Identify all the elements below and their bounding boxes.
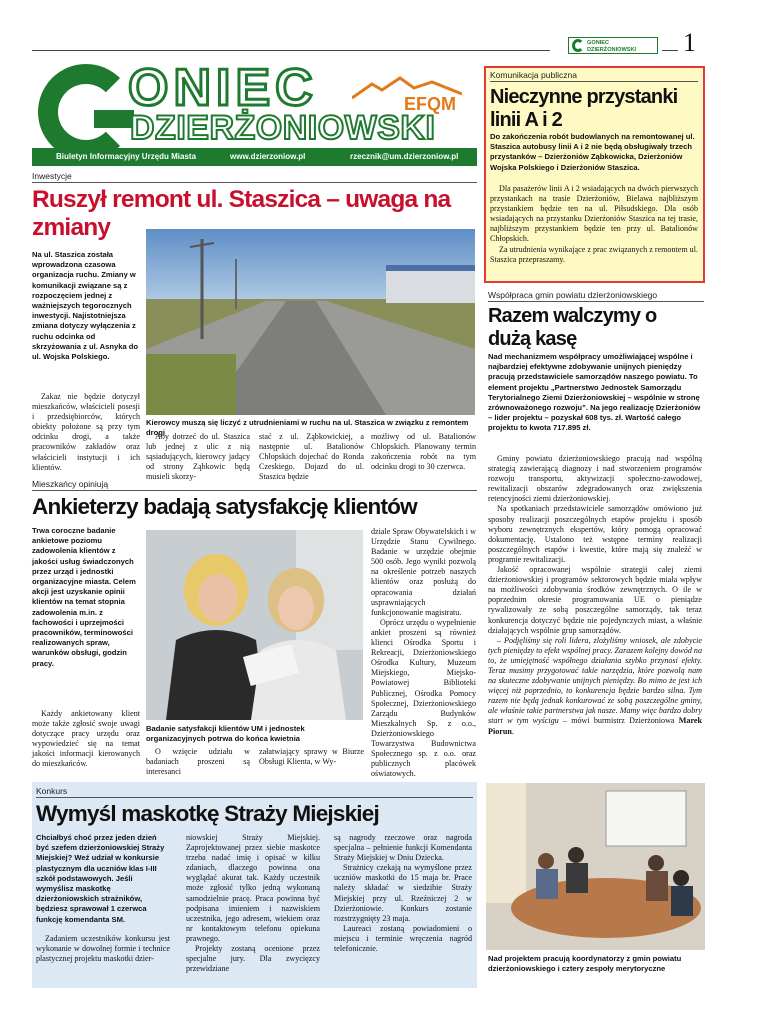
page-number: 1 (683, 28, 696, 57)
article-2-col4b-text: Oprócz urzędu o wypełnienie ankiet proszeni są również klienci Ośrodka Sportu i Rekreacji, Dzierżoniowskiego Ośrodka Kultury, Muzeum Miejskiego, Miejsko-Powiatowej Biblioteki Publicznej, Ośrodka Pomocy Społecznej, Dzierżoniowskiego Zarządu Budynków Mieszkalnych Sp. z o.o., Dzierżoniowskiego Towarzystwa Budownictwa Społecznego sp. z o.o. oraz publicznych placówek oświatowych. (371, 617, 476, 779)
article-3-title: Wymyśl maskotkę Straży Miejskiej (36, 801, 379, 826)
article-3-col2 (186, 833, 320, 974)
article-3-lead: Chciałbyś choć przez jeden dzień być szefem dzierżoniowskiej Straży Miejskiej? Weź udział w konkursie plastycznym dla uczniów klas I-III szkół podstawowych. Jeśli wymyślisz maskotkę dzierżoniowskich strażników, będziesz sprawował 1 czerwca funkcję komendanta SM. (36, 833, 165, 924)
article-4-p2: Na spotkaniach przedstawiciele samorządów omówiono już sposoby realizacji poszczególnych etapów projektu i sposób wyboru zewnętrznych ekspertów, który pomogą opracować dokumentację. Ustalono też wstępne terminy realizacji poszczególnych etapów i kwestie, które mają się znaleźć w programie rewitalizacji. (488, 504, 702, 564)
article-4-p1: Gminy powiatu dzierżoniowskiego pracują nad wspólną strategią zawierającą diagnozy i nad stworzeniem programów rozwoju transportu, aktywizacji społeczno-zawodowej, rewitalizacji obszarów zdegradowanych oraz zwiększenia retencyjności ziemi dzierżoniowskiej. (488, 454, 702, 504)
article-1-col4-text: możliwy od ul. Batalionów Chłopskich. Planowany termin zakończenia robót na tym odcinku drogi to 30 czerwca. (371, 432, 476, 472)
logo-sub-right: rzecznik@um.dzierzoniow.pl (350, 152, 459, 161)
logo-brand-efqm: EFQM (404, 94, 456, 114)
article-1-col1-text: Zakaz nie będzie dotyczył mieszkańców, właścicieli posesji i przedsiębiorców, których obiekty położone są przy tym odcinku drogi, a także pracowników zakładów oraz właścicieli instytucji i ich klientów. (32, 392, 140, 472)
logo-top-text: ONIEC (128, 59, 318, 117)
meeting-photo (486, 783, 705, 950)
article-2-title: Ankieterzy badają satysfakcję klientów (32, 494, 417, 519)
article-2-col2-text: O wzięcie udziału w badaniach proszeni są interesanci (146, 747, 250, 777)
mini-logo-text: GONIEC DZIERŻONIOWSKI (587, 40, 637, 53)
article-1-tag-rule (32, 182, 477, 183)
meeting-photo-caption: Nad projektem pracują koordynatorzy z gmin powiatu dzierżoniowskiego i cztery zespoły merytoryczne (488, 954, 682, 973)
article-2-col1-text: Każdy ankietowany klient może także zgłosić swoje uwagi dotyczące pracy urzędu oraz wypowiedzieć się na temat jakości informacji kierowanych do mieszkańców. (32, 709, 140, 769)
article-4-quote-para: – Podjęliśmy się roli lidera, zlożyliśmy wniosek, ale zdobycie tych pieniędzy to efekt wspólnej pracy. Zarazem kolejny dowód na to, że umiejętność współnego działania szybko przynosi efekty. Teraz musimy przygotować takie narzędzia, które pozwolą nam na skuteczne zdobywanie unijnych pieniędzy. Bo mimo że jest ich więcej niż poprzednio, to konkurencja będzie bardzo silna. Tym razem nie będą jednak konkurować ze sobą poszczególne gminy, ale właśnie takie partnerstwa jak nasze. Mamy więc bardzo dobry start w tym wyścigu – mówi burmistrz Dzierżoniowa Marek Piorun. (488, 635, 702, 736)
article-4-quote-tail: – mówi burmistrz Dzierżoniowa (558, 716, 679, 726)
article-3-col2b-text: Projekty zostaną ocenione przez specjalne jury. Dla zwycięzcy przewidziane (186, 944, 320, 974)
article-2-tag: Mieszkańcy opiniują (32, 479, 109, 489)
article-3-col1-text: Zadaniem uczestników konkursu jest wykonanie w dowolnej formie i technice plastycznej projektu maskotki dzier- (36, 934, 170, 964)
page-rule-right (662, 50, 678, 51)
logo-sub-mid: www.dzierzoniow.pl (230, 152, 306, 161)
article-4-title: Razem walczymy o dużą kasę (488, 305, 657, 350)
article-3-tag-rule (36, 797, 473, 798)
box-p1: Dla pasażerów linii A i 2 wsiadających na dwóch pierwszych przystankach na trasie Dzierżoniów, Bielawa najbliższym przystankiem będzie ten na ul. Piłsudskiego. Dla osób wsiadających na przystanku Dzierżoniów Staszica na tej trasie, najbliższym przystankiem będzie ten przy ul. Batalionów Chłopskich. (490, 184, 698, 244)
article-2-col4a-text: dziale Spraw Obywatelskich i w Urzędzie Stanu Cywilnego. Badanie w urzędzie obejmie 500 osób. Jego wyniki pozwolą na określenie potrzeb naszych klientów oraz posłużą do opracowania działań usprawniających funkcjonowanie magistratu. (371, 527, 476, 617)
article-4-quote: – Podjęliśmy się roli lidera, zlożyliśmy wniosek, ale zdobycie tych pieniędzy to efekt wspólnej pracy. Zarazem kolejny dowód na to, że umiejętność współnego działania szybko przynosi efekty. Teraz musimy przygotować takie narzędzia, które pozwolą nam na skuteczne zdobywanie unijnych pieniędzy. Bo mimo że jest ich więcej niż poprzednio, to konkurencja będzie bardzo silna. Tym razem nie będą jednak konkurować ze sobą poszczególne gminy, ale właśnie takie partnerstwa jak nasze. Mamy więc bardzo dobry start w tym wyścigu (488, 635, 702, 726)
article-4-body (488, 454, 702, 737)
article-3-col1 (36, 934, 170, 964)
article-3-col3 (334, 833, 472, 954)
article-4-p3: Jakość opracowanej wspólnie strategii całej ziemi dzierżoniowskiej i programów sektorowych będzie miała wpływ na możliwości zdobywania środków zewnętrznych. O ile w poprzednim okresie programowania UE o pieniądze rywalizowały ze sobą poszczególne samorządy, tak teraz konkurencja dotyczyć będzie nie pojedynczych miast, a właśnie działających wspólnie grup samorządów. (488, 565, 702, 635)
logo-bottom-text: DZIERŻONIOWSKI (130, 109, 436, 147)
box-body (490, 184, 698, 265)
article-2-col3 (259, 747, 364, 767)
article-3-col3c-text: Laureaci zostaną powiadomieni o miejscu i terminie wręczenia nagród telefonicznie. (334, 923, 472, 954)
article-1-title: Ruszył remont ul. Staszica – uwaga na zmiany (32, 186, 451, 241)
article-3-col2a-text: niowskiej Straży Miejskiej. Zaprojektowanej przez siebie maskotce trzeba nadać imię i opisać w kilku zdaniach, dlaczego powinna ona wyglądać akurat tak. Każdy uczestnik może zgłosić tylko jedną wykonaną samodzielnie pracę. Praca powinna być podpisana imieniem i nazwiskiem uczestnika, jego adresem, wiekiem oraz nr kontaktowym telefonu opiekuna prawnego. (186, 833, 320, 943)
logo-sub-left: Biuletyn Informacyjny Urzędu Miasta (56, 152, 197, 161)
article-2-col1 (32, 709, 140, 770)
masthead-logo (32, 60, 477, 168)
article-2-tag-rule (32, 490, 477, 491)
article-1-col1 (32, 392, 140, 473)
article-3-col3a-text: są nagrody rzeczowe oraz nagroda specjalna – pełnienie funkcji Komendanta Straży Miejskiej w Dniu Dziecka. (334, 833, 472, 863)
article-4-tag: Współpraca gmin powiatu dzierżoniowskiego (488, 290, 658, 300)
article-4-tag-rule (488, 301, 704, 302)
box-tag-rule (490, 81, 698, 82)
article-2-col4 (371, 527, 476, 779)
article-1-col4 (371, 432, 476, 472)
box-title: Nieczynne przystanki linii A i 2 (490, 86, 678, 131)
article-1-col3 (259, 432, 364, 482)
article-1-col2 (146, 432, 250, 482)
article-4-author: Marek Piorun (488, 716, 702, 736)
article-4-lead: Nad mechanizmem współpracy umożliwiającej wspólne i najbardziej efektywne zdobywanie unijnych pieniędzy pracują przedstawiciele samorządów naszego powiatu. To element projektu „Partnerstwo Jednostek Samorządu Terytorialnego Ziemi Dzierżoniowskiej – wspólnie w stronę zrównoważonego rozwoju”. Na jego realizację Dzierżoniów – lider projektu – pozyskał 608 tys. zł. Wartość całego projektu to kwota 717.895 zł. (488, 352, 701, 433)
article-1-tag: Inwestycje (32, 171, 72, 181)
article-3-col3b-text: Strażnicy czekają na wymyślone przez uczniów maskotki do 15 maja br. Prace należy składać w siedzibie Straży Miejskiej przy ul. Rzeźniczej 2 w Dzierżoniowie. Konkurs zostanie rozstrzygnięty 23 maja. (334, 863, 472, 923)
article-1-col3-text: stać z ul. Ząbkowickiej, a następnie ul. Batalionów Chłopskich dojechać do Ronda Czeskiego. Dojazd do ul. Staszica będzie (259, 432, 364, 482)
road-photo (146, 229, 475, 415)
survey-photo-caption: Badanie satysfakcji klientów UM i jednostek organizacyjnych potrwa do końca kwietnia (146, 724, 305, 743)
road-photo-caption: Kierowcy muszą się liczyć z utrudnieniami w ruchu na ul. Staszica w związku z remontem drogi (146, 418, 469, 437)
article-3-tag: Konkurs (36, 786, 68, 796)
article-1-col2-text: Aby dotrzeć do ul. Staszica lub jednej z ulic z nią sąsiadujących, kierowcy jadący od strony Ząbkowic będą musieli skorzy- (146, 432, 250, 482)
box-p2: Za utrudnienia wynikające z prac związanych z remontem ul. Staszica przepraszamy. (490, 244, 698, 264)
box-tag: Komunikacja publiczna (490, 70, 577, 80)
article-1-lead: Na ul. Staszica została wprowadzona czasowa organizacja ruchu. Zmiany w komunikacji związane są z rozpoczęciem jednej z ważniejszych tegorocznych inwestycji. Najistotniejsza zmiana dotyczy wyłączenia z ruchu odcinka od skrzyżowania z ul. Asnyka do ul. Wojska Polskiego. (32, 250, 139, 362)
article-2-lead: Trwa coroczne badanie ankietowe poziomu zadowolenia klientów z jakości usług świadczonych przez urząd i jednostki organizacyjne miasta. Celem akcji jest uzyskanie opinii klientów na temat stopnia zadowolenia m.in. z fachowości i uprzejmości pracowników, terminowości realizowanych spraw, warunków obsługi, godzin pracy. (32, 526, 136, 668)
box-lead: Do zakończenia robót budowlanych na remontowanej ul. Staszica autobusy linii A i 2 nie będą obsługiwały trzech przystanków – Dzierżoniów Ząbkowicka, Dzierżoniów Wojska Polskiego i Dzierżoniów Staszica. (490, 132, 695, 172)
article-2-col3-text: załatwiający sprawy w Biurze Obsługi Klienta, w Wy- (259, 747, 364, 767)
mini-logo (568, 37, 658, 54)
header-rule (32, 50, 550, 51)
survey-photo (146, 530, 363, 720)
article-2-col2 (146, 747, 250, 777)
logo-subbar (32, 148, 477, 166)
